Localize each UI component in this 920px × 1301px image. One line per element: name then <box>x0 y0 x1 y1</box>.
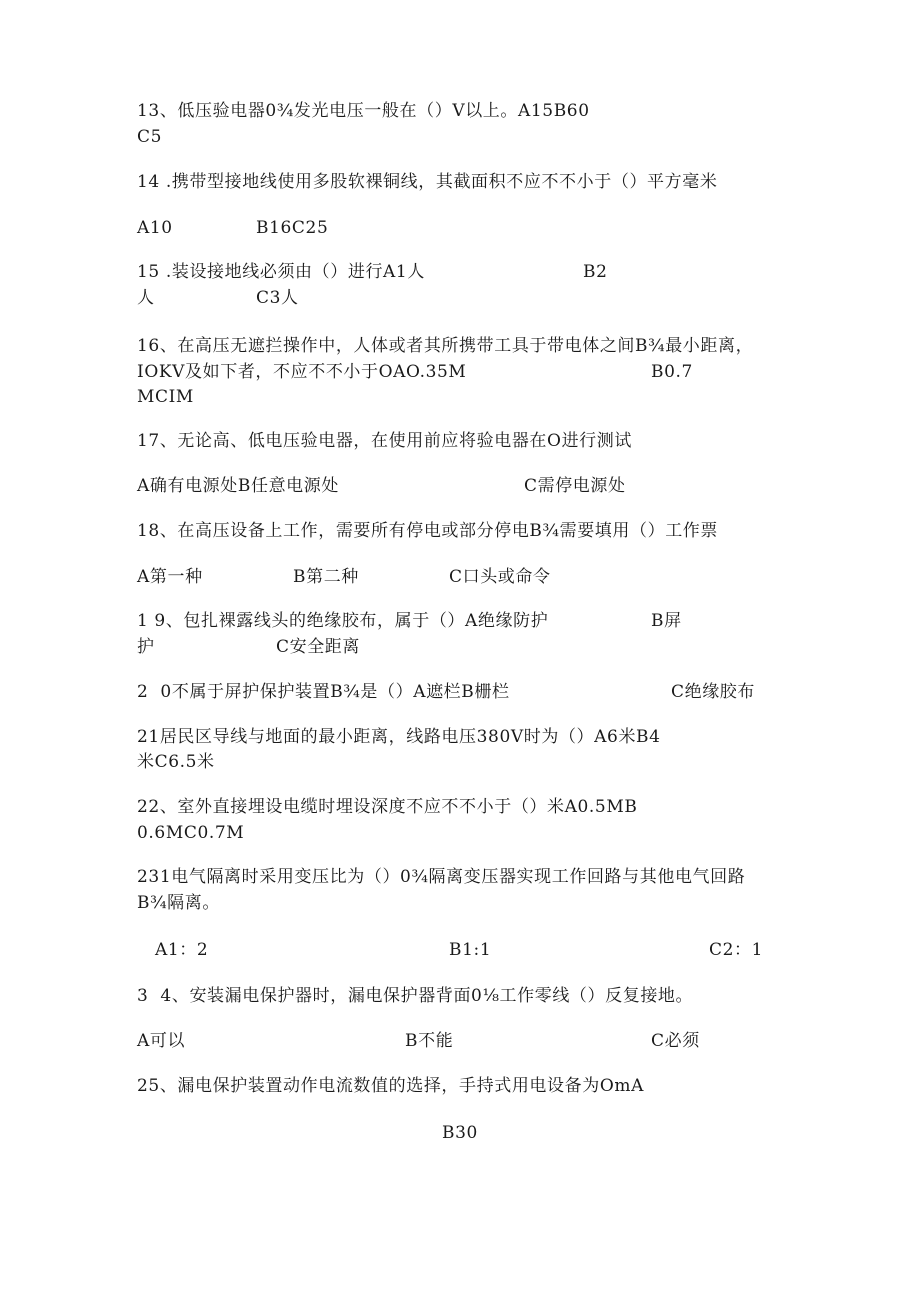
q19-line2-a: 护 <box>137 637 155 657</box>
q24-option-c: C必须 <box>651 1031 700 1051</box>
q15-line2-a: 人 <box>137 288 155 308</box>
q16-line2: IOKV及如下者，不应不不小于OAO.35M <box>137 362 467 382</box>
q24-option-a: A可以 <box>137 1031 186 1051</box>
q21-line2: 米C6.5米 <box>137 752 215 772</box>
q23-option-a: A1：2 <box>155 940 209 960</box>
q16-question: 16、在高压无遮拦操作中，人体或者其所携带工具于带电体之间B¾最小距离， <box>137 336 754 356</box>
q19-question: 1 9、包扎裸露线头的绝缘胶布，属于（）A绝缘防护 <box>137 611 549 631</box>
q23-line2: B¾隔离。 <box>137 893 220 913</box>
q25-option-b: B30 <box>442 1123 478 1143</box>
q24-question: 3 4、安装漏电保护器时，漏电保护器背面0⅛工作零线（）反复接地。 <box>137 986 694 1006</box>
q22-line2: 0.6MC0.7M <box>137 823 245 843</box>
q16-option-b: B0.7 <box>651 362 693 382</box>
q23-option-b: B1:1 <box>449 940 492 960</box>
q20-question: 2 0不属于屏护保护装置B¾是（）A遮栏B栅栏 <box>137 682 510 702</box>
q24-option-b: B不能 <box>405 1031 454 1051</box>
q25-question: 25、漏电保护装置动作电流数值的选择，手持式用电设备为OmA <box>137 1076 644 1096</box>
q17-option-c: C需停电源处 <box>524 476 626 496</box>
q22-question: 22、室外直接埋设电缆时埋设深度不应不不小于（）米A0.5MB <box>137 797 638 817</box>
q13-line1: 13、低压验电器0¾发光电压一般在（）V以上。A15B60 <box>137 101 590 121</box>
q15-option-b: B2 <box>583 262 608 282</box>
q15-option-c: C3人 <box>256 288 299 308</box>
q15-question: 15 .装设接地线必须由（）进行A1人 <box>137 262 425 282</box>
q17-question: 17、无论高、低电压验电器，在使用前应将验电器在O进行测试 <box>137 431 632 451</box>
q13-line2: C5 <box>137 127 163 147</box>
q18-option-a: A第一种 <box>137 567 203 587</box>
q16-line3: MCIM <box>137 387 194 407</box>
q19-option-b: B屏 <box>651 611 682 631</box>
q17-options-ab: A确有电源处B任意电源处 <box>137 476 339 496</box>
q19-option-c: C安全距离 <box>276 637 361 657</box>
q18-question: 18、在高压设备上工作，需要所有停电或部分停电B¾需要填用（）工作票 <box>137 521 718 541</box>
q23-question: 231电气隔离时采用变压比为（）0¾隔离变压器实现工作回路与其他电气回路 <box>137 867 746 887</box>
q18-option-b: B第二种 <box>293 567 359 587</box>
q14-question: 14 .携带型接地线使用多股软裸铜线，其截面积不应不不小于（）平方毫米 <box>137 172 718 192</box>
q20-option-c: C绝缘胶布 <box>671 682 756 702</box>
q14-option-a: A10 <box>137 218 173 238</box>
q21-question: 21居民区导线与地面的最小距离，线路电压380V时为（）A6米B4 <box>137 727 661 747</box>
q18-option-c: C口头或命令 <box>449 567 551 587</box>
q14-option-bc: B16C25 <box>256 218 329 238</box>
q23-option-c: C2：1 <box>709 940 764 960</box>
